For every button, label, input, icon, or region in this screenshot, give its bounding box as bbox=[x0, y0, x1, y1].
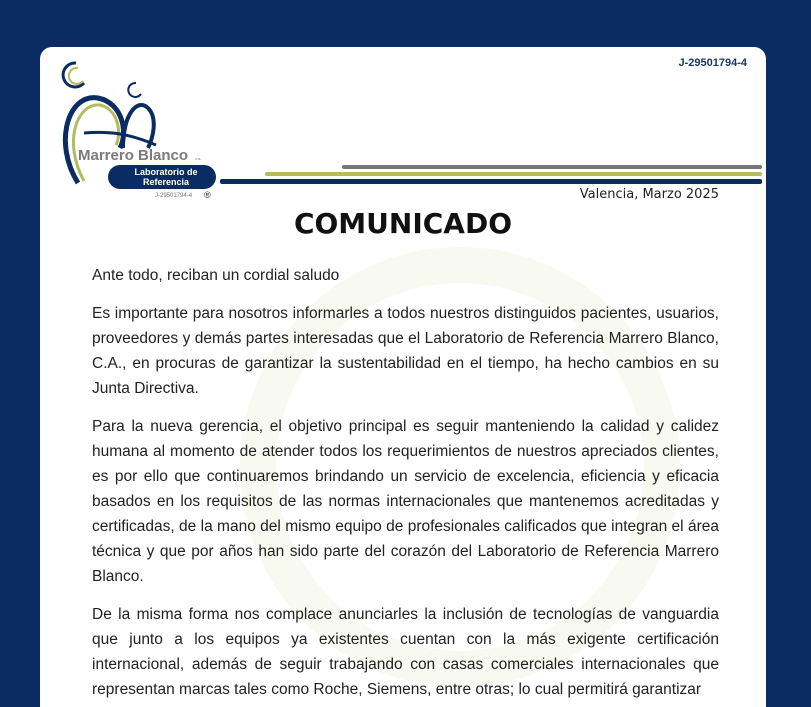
svg-text:Referencia: Referencia bbox=[142, 177, 190, 187]
company-rif: J-29501794-4 bbox=[678, 57, 747, 69]
company-logo bbox=[48, 53, 238, 203]
paragraph: Es importante para nosotros informarles a todos nuestros distinguidos pacientes, usuarios, proveedores y demás partes interesadas que el Laboratorio de Referencia Marrero Blanco, C.A., en procuras de garantizar la sustentabilidad en el tiempo, ha hecho cambios en su Junta Directiva. bbox=[92, 305, 719, 397]
document-title: COMUNICADO bbox=[293, 207, 513, 240]
svg-text:c.a.: c.a. bbox=[195, 156, 202, 161]
paragraph: Para la nueva gerencia, el objetivo principal es seguir manteniendo la calidad y calidez humana al momento de atender todos los requerimientos de nuestros apreciados clientes, es por ello que continuaremos brindando un servicio de excelencia, eficiencia y eficacia basados en los requisitos de las normas internacionales que mantenemos acreditadas y certificadas, de la mano del mismo equipo de profesionales calificados que integran el área técnica y que por años han sido parte del corazón del Laboratorio de Referencia Marrero Blanco. bbox=[92, 418, 719, 585]
document-page bbox=[40, 47, 766, 707]
paragraph: De la misma forma nos complace anunciarles la inclusión de tecnologías de vanguardia que junto a los equipos ya existentes cuentan con la más exigente certificación internacional, además de seguir trabajando con casas comerciales internacionales que representan marcas tales como Roche, Siemens, entre otras; lo cual permitirá garantizar bbox=[92, 606, 719, 698]
document-date: Valencia, Marzo 2025 bbox=[579, 187, 719, 202]
document-body bbox=[92, 263, 719, 707]
svg-text:®: ® bbox=[204, 190, 211, 200]
svg-text:Laboratorio de: Laboratorio de bbox=[134, 167, 198, 177]
logo-name: Marrero Blanco bbox=[78, 147, 189, 164]
header-line-gray bbox=[342, 165, 762, 169]
svg-text:J-29501794-4: J-29501794-4 bbox=[155, 193, 193, 199]
paragraph: Ante todo, reciban un cordial saludo bbox=[92, 267, 340, 284]
header-line-navy bbox=[220, 179, 762, 184]
header-line-green bbox=[265, 172, 762, 176]
